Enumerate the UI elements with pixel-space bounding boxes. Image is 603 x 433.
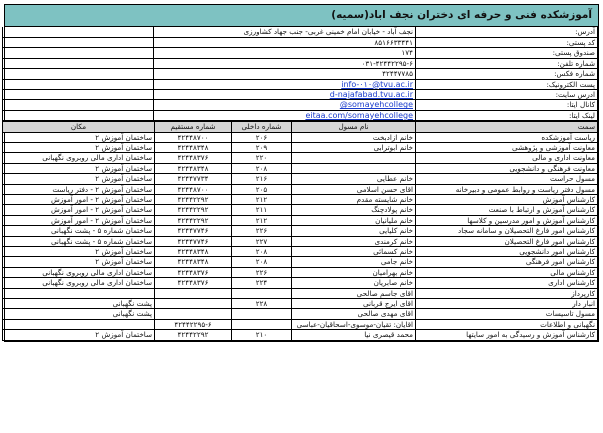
info-row <box>3 69 598 79</box>
info-blank-cell <box>3 37 154 47</box>
cell-location: پشت نگهبانی <box>3 309 155 319</box>
cell-extension: ۲۲۰ <box>232 153 292 163</box>
cell-location: ساختمان آموزش ۲ - امور آموزش <box>3 215 155 225</box>
table-row <box>3 330 598 340</box>
info-value: ۰۳۱-۴۲۴۴۲۲۹۵-۶ <box>154 58 416 68</box>
column-header-extension: شماره داخلی <box>232 122 292 132</box>
cell-extension: ۲۱۶ <box>232 174 292 184</box>
table-row <box>3 278 598 288</box>
cell-location: ساختمان آموزش ۲ <box>3 330 155 340</box>
page-title: آموزشکده فنی و حرفه ای دختران نجف اباد(سمیه) <box>5 5 598 27</box>
cell-name: اقای مهدی صالحی <box>292 309 416 319</box>
info-value: ۸۵۱۶۶۳۳۴۴۱ <box>154 37 416 47</box>
column-header-position: سمت <box>416 122 598 132</box>
info-label: ادرس سایت: <box>416 89 598 99</box>
cell-name <box>292 163 416 173</box>
cell-position: کارپرداز <box>416 288 598 298</box>
info-value: ۴۲۴۴۷۷۸۵ <box>154 69 416 79</box>
info-blank-cell <box>3 27 154 37</box>
table-row <box>3 174 598 184</box>
cell-direct-number: ۴۲۴۴۸۳۴۸ <box>155 247 232 257</box>
cell-location: ساختمان آموزش ۲ <box>3 132 155 142</box>
cell-direct-number <box>155 309 232 319</box>
cell-name: خانم کرمندی <box>292 236 416 246</box>
cell-direct-number: ۴۲۴۴۸۳۴۸ <box>155 142 232 152</box>
cell-extension: ۲۲۷ <box>232 236 292 246</box>
info-link[interactable]: d-najafabad.tvu.ac.ir <box>154 89 416 99</box>
info-label: کد پستی: <box>416 37 598 47</box>
cell-name: اقای ایرج قربانی <box>292 299 416 309</box>
table-row <box>3 205 598 215</box>
info-blank-cell <box>3 48 154 58</box>
cell-position: کارشناس امور فرهنگی <box>416 257 598 267</box>
cell-location: ساختمان آموزش ۲ <box>3 257 155 267</box>
cell-direct-number <box>155 288 232 298</box>
cell-position: کارشناس آموزش <box>416 194 598 204</box>
cell-position: مسول تاسیسات <box>416 309 598 319</box>
cell-position: معاونت آموزشی و پژوهشی <box>416 142 598 152</box>
table-row <box>3 142 598 152</box>
cell-extension: ۲۰۸ <box>232 257 292 267</box>
cell-name: خانم جامی <box>292 257 416 267</box>
cell-name: خانم ابوترابی <box>292 142 416 152</box>
cell-direct-number: ۴۲۴۴۸۳۴۸ <box>155 257 232 267</box>
info-row <box>3 79 598 89</box>
column-header-location: مکان <box>3 122 155 132</box>
cell-name: خانم عطایی <box>292 174 416 184</box>
table-row <box>3 257 598 267</box>
cell-name: خانم ملیانیان <box>292 215 416 225</box>
sheet <box>4 4 599 342</box>
cell-location: ساختمان اداری مالی روبروی نگهبانی <box>3 153 155 163</box>
info-blank-cell <box>3 79 154 89</box>
cell-name: خانم شایسته مقدم <box>292 194 416 204</box>
table-row <box>3 132 598 142</box>
cell-extension: ۲۰۵ <box>232 184 292 194</box>
cell-extension: ۲۲۴ <box>232 278 292 288</box>
cell-location: ساختمان آموزش ۲ <box>3 142 155 152</box>
cell-name: خانم کسمائی <box>292 247 416 257</box>
info-row <box>3 100 598 110</box>
cell-extension: ۲۰۸ <box>232 247 292 257</box>
info-row <box>3 27 598 37</box>
info-link[interactable]: info-۰۱۰@tvu.ac.ir <box>154 79 416 89</box>
column-header-name: نام مسول <box>292 122 416 132</box>
table-row <box>3 299 598 309</box>
cell-extension: ۲۱۰ <box>232 330 292 340</box>
cell-name: خانم کلیایی <box>292 226 416 236</box>
cell-extension: ۲۱۲ <box>232 215 292 225</box>
info-row <box>3 48 598 58</box>
table-row <box>3 153 598 163</box>
cell-direct-number: ۴۲۴۴۲۲۹۵-۶ <box>155 319 232 329</box>
info-value: نجف آباد - خیابان امام خمینی غربی- جنب جهاد کشاورزی <box>154 27 416 37</box>
cell-location: ساختمان آموزش ۲ - دفتر ریاست <box>3 184 155 194</box>
cell-position: مسول حراست <box>416 174 598 184</box>
table-row <box>3 163 598 173</box>
cell-extension <box>232 288 292 298</box>
cell-position: کارشناس امور فارغ التحصیلان <box>416 236 598 246</box>
cell-direct-number: ۴۲۴۴۸۳۷۶ <box>155 267 232 277</box>
info-link[interactable]: eitaa.com/somayehcollege <box>154 110 416 120</box>
cell-position: انبار دار <box>416 299 598 309</box>
cell-location: ساختمان آموزش ۲ - امور آموزش <box>3 194 155 204</box>
info-blank-cell <box>3 110 154 120</box>
table-row <box>3 247 598 257</box>
table-row <box>3 288 598 298</box>
table-row <box>3 215 598 225</box>
cell-direct-number: ۴۲۴۴۸۳۴۸ <box>155 163 232 173</box>
cell-extension: ۲۰۹ <box>232 142 292 152</box>
info-row <box>3 110 598 120</box>
cell-direct-number: ۴۲۴۴۷۷۳۴ <box>155 174 232 184</box>
cell-direct-number: ۴۲۴۴۲۲۹۲ <box>155 215 232 225</box>
info-link[interactable]: @somayehcollege <box>154 100 416 110</box>
cell-position: کارشناس اداری <box>416 278 598 288</box>
table-row <box>3 319 598 329</box>
table-row <box>3 267 598 277</box>
cell-extension: ۲۰۶ <box>232 132 292 142</box>
cell-direct-number: ۴۲۴۴۷۷۴۶ <box>155 236 232 246</box>
cell-name: اقایان: تقیان-موسوی-اسحاقیان-عباسی <box>292 319 416 329</box>
cell-location: ساختمان شماره ۵ - پشت نگهبانی <box>3 226 155 236</box>
cell-position: معاونت فرهنگی و دانشجویی <box>416 163 598 173</box>
info-blank-cell <box>3 89 154 99</box>
cell-location: ساختمان آموزش ۲ <box>3 247 155 257</box>
cell-name: اقای حسن اسلامی <box>292 184 416 194</box>
info-label: پست الکترونیک: <box>416 79 598 89</box>
cell-position: کارشناس آموزش و امور مدرسین و کلاسها <box>416 215 598 225</box>
table-header <box>3 122 598 132</box>
cell-direct-number: ۴۲۴۴۲۲۹۲ <box>155 330 232 340</box>
cell-name <box>292 153 416 163</box>
cell-direct-number: ۴۲۴۴۷۷۴۶ <box>155 226 232 236</box>
table-row <box>3 184 598 194</box>
info-row <box>3 89 598 99</box>
info-label: آدرس: <box>416 27 598 37</box>
info-label: شماره فکس: <box>416 69 598 79</box>
cell-direct-number: ۴۲۴۴۸۳۷۶ <box>155 278 232 288</box>
cell-direct-number: ۴۲۴۴۸۷۰۰ <box>155 184 232 194</box>
cell-extension: ۲۰۸ <box>232 163 292 173</box>
cell-name: خانم بهرامیان <box>292 267 416 277</box>
info-blank-cell <box>3 58 154 68</box>
info-row <box>3 58 598 68</box>
info-label: کانال ایتا: <box>416 100 598 110</box>
info-blank-cell <box>3 100 154 110</box>
info-label: شماره تلفن: <box>416 58 598 68</box>
cell-name: محمد قیصری نیا <box>292 330 416 340</box>
cell-direct-number: ۴۲۴۴۸۳۷۶ <box>155 153 232 163</box>
cell-location: ساختمان آموزش ۲ <box>3 174 155 184</box>
info-row <box>3 37 598 47</box>
table-row <box>3 226 598 236</box>
cell-location: ساختمان اداری مالی روبروی نگهبانی <box>3 267 155 277</box>
info-value: ۱۷۴ <box>154 48 416 58</box>
cell-location: پشت نگهبانی <box>3 299 155 309</box>
cell-extension: ۲۱۲ <box>232 194 292 204</box>
cell-name: خانم صابریان <box>292 278 416 288</box>
cell-position: کارشناس آموزش و ارتباط با صنعت <box>416 205 598 215</box>
cell-position: نگهبانی و اطلاعات <box>416 319 598 329</box>
cell-direct-number: ۴۲۴۴۸۷۰۰ <box>155 132 232 142</box>
cell-extension <box>232 319 292 329</box>
cell-extension: ۲۲۶ <box>232 226 292 236</box>
cell-location: ساختمان آموزش ۲ - امور آموزش <box>3 205 155 215</box>
cell-direct-number: ۴۲۴۴۲۲۹۲ <box>155 205 232 215</box>
table-row <box>3 309 598 319</box>
cell-position: کارشناس امور دانشجویی <box>416 247 598 257</box>
cell-name: خانم ازادبخت <box>292 132 416 142</box>
table-row <box>3 194 598 204</box>
info-label: صندوق پستی: <box>416 48 598 58</box>
cell-location <box>3 319 155 329</box>
cell-direct-number <box>155 299 232 309</box>
info-blank-cell <box>3 69 154 79</box>
cell-position: کارشناس امور فارغ التحصیلان و سامانه سجاد <box>416 226 598 236</box>
staff-table <box>2 121 598 341</box>
cell-name: اقای جاسم صالحی <box>292 288 416 298</box>
contact-info-table <box>2 27 598 121</box>
cell-location: ساختمان آموزش ۲ <box>3 163 155 173</box>
cell-position: مسول دفتر ریاست و روابط عمومی و دبیرخانه <box>416 184 598 194</box>
cell-location <box>3 288 155 298</box>
column-header-direct-number: شماره مستقیم <box>155 122 232 132</box>
cell-extension: ۲۱۱ <box>232 205 292 215</box>
cell-location: ساختمان اداری مالی روبروی نگهبانی <box>3 278 155 288</box>
cell-position: معاونت اداری و مالی <box>416 153 598 163</box>
cell-extension: ۲۲۶ <box>232 267 292 277</box>
cell-name: خانم پولادچنگ <box>292 205 416 215</box>
table-row <box>3 236 598 246</box>
info-label: لینک ایتا: <box>416 110 598 120</box>
cell-direct-number: ۴۲۴۴۲۲۹۲ <box>155 194 232 204</box>
cell-position: کارشناس آموزش و رسیدگی به امور سایتها <box>416 330 598 340</box>
cell-extension <box>232 309 292 319</box>
cell-extension: ۲۲۸ <box>232 299 292 309</box>
cell-position: کارشناس مالی <box>416 267 598 277</box>
cell-location: ساختمان شماره ۵ - پشت نگهبانی <box>3 236 155 246</box>
cell-position: ریاست آموزشکده <box>416 132 598 142</box>
